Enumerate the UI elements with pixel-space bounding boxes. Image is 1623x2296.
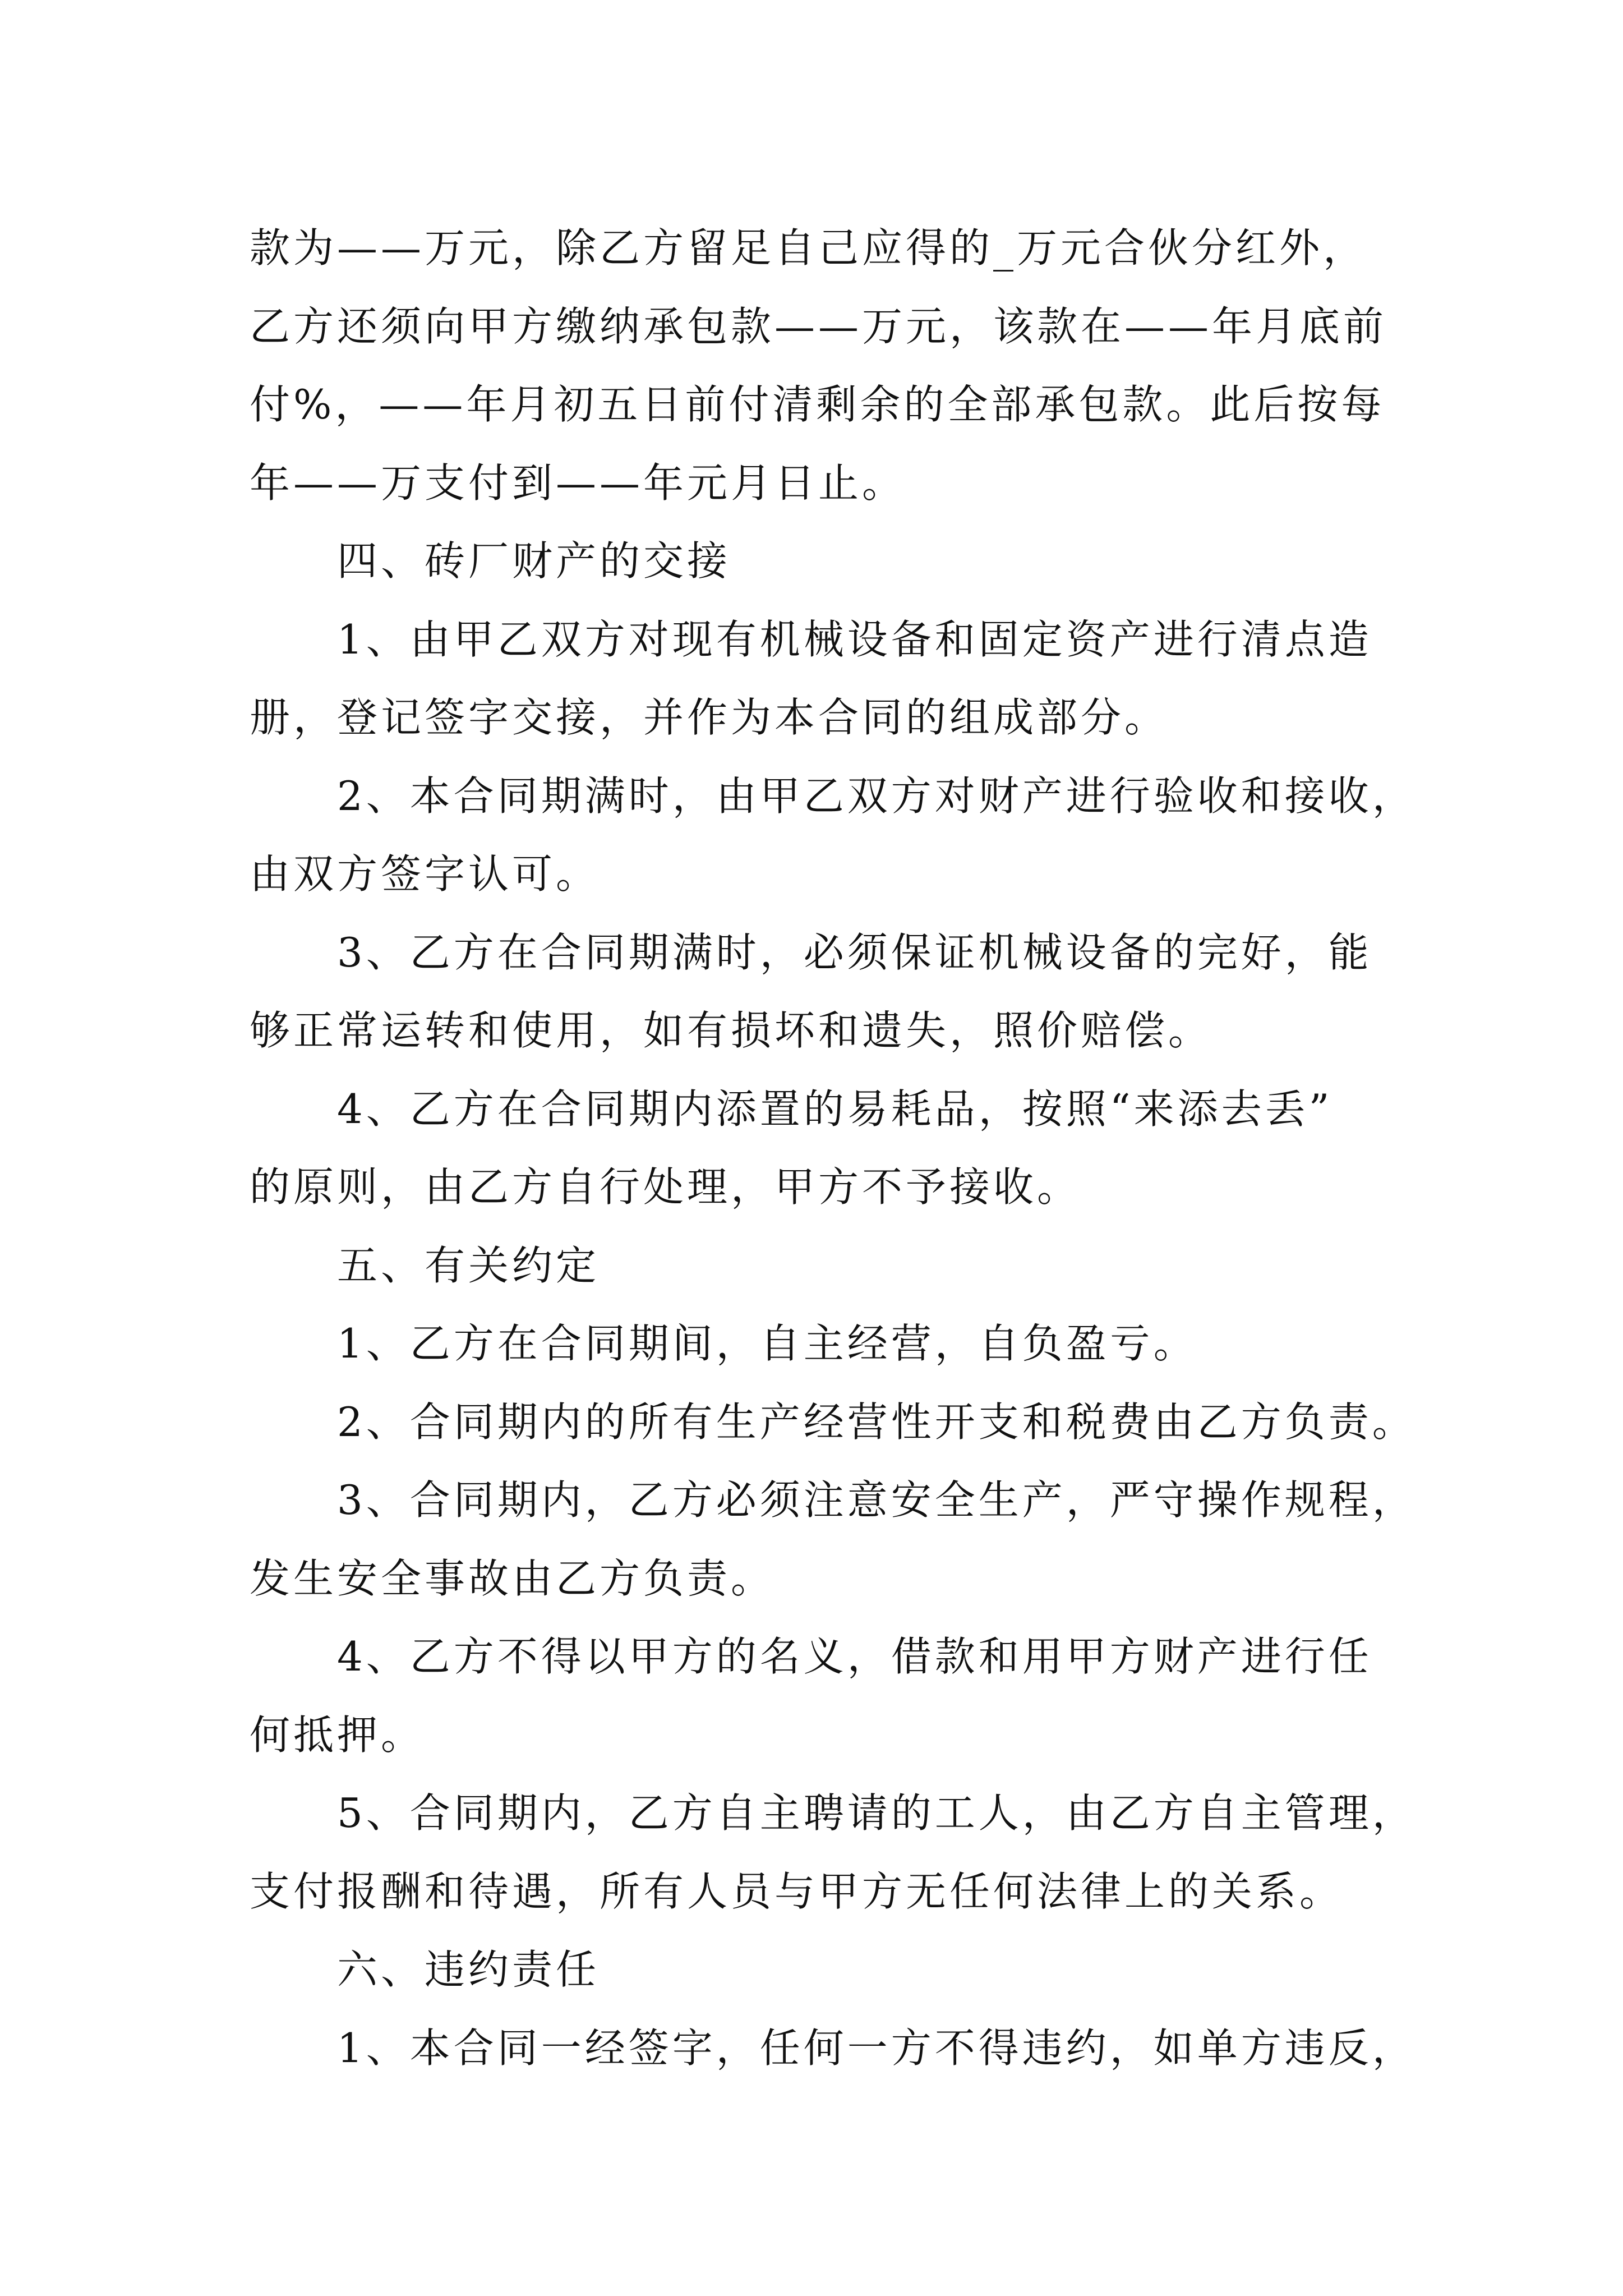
text-line: 1、乙方在合同期间，自主经营，自负盈亏。 — [337, 1320, 1197, 1367]
text-line: 4、乙方在合同期内添置的易耗品，按照“来添去丢” — [337, 1085, 1333, 1133]
text-line: 3、乙方在合同期满时，必须保证机械设备的完好，能 — [337, 928, 1372, 976]
text-line: 1、本合同一经签字，任何一方不得违约，如单方违反， — [337, 2024, 1416, 2072]
text-line: 乙方还须向甲方缴纳承包款——万元，该款在——年月底前 — [250, 302, 1387, 350]
text-line: 款为——万元，除乙方留足自己应得的_万元合伙分红外， — [250, 224, 1367, 272]
text-line: 2、本合同期满时，由甲乙双方对财产进行验收和接收， — [337, 772, 1416, 820]
section-heading: 五、有关约定 — [337, 1241, 600, 1289]
text-line: 付%，——年月初五日前付清剩余的全部承包款。此后按每 — [250, 381, 1385, 428]
text-line: 支付报酬和待遇，所有人员与甲方无任何法律上的关系。 — [250, 1867, 1344, 1915]
text-line: 由双方签字认可。 — [250, 850, 600, 898]
text-line: 册，登记签字交接，并作为本合同的组成部分。 — [250, 694, 1169, 741]
text-line: 3、合同期内，乙方必须注意安全生产，严守操作规程， — [337, 1476, 1416, 1524]
section-heading: 六、违约责任 — [337, 1946, 600, 1993]
text-line: 发生安全事故由乙方负责。 — [250, 1554, 775, 1602]
text-line: 1、由甲乙双方对现有机械设备和固定资产进行清点造 — [337, 615, 1372, 663]
document-body — [250, 209, 1416, 2087]
text-line: 5、合同期内，乙方自主聘请的工人，由乙方自主管理， — [337, 1789, 1416, 1837]
text-line: 年——万支付到——年元月日止。 — [250, 459, 906, 507]
text-line: 够正常运转和使用，如有损坏和遗失，照价赔偿。 — [250, 1007, 1212, 1054]
text-line: 2、合同期内的所有生产经营性开支和税费由乙方负责。 — [337, 1398, 1416, 1446]
text-line: 4、乙方不得以甲方的名义，借款和用甲方财产进行任 — [337, 1633, 1372, 1680]
text-line: 何抵押。 — [250, 1711, 425, 1759]
section-heading: 四、砖厂财产的交接 — [337, 537, 731, 585]
text-line: 的原则，由乙方自行处理，甲方不予接收。 — [250, 1163, 1081, 1211]
